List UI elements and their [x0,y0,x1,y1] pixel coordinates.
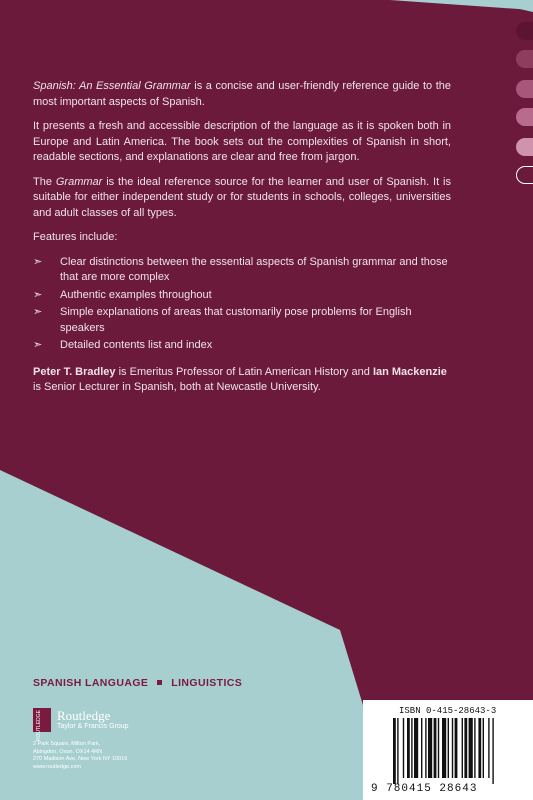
arrow-bullet-icon: ➣ [33,288,43,301]
subject-categories [33,677,242,689]
address-line: 270 Madison Ave, New York NY 10016 [33,756,128,762]
feature-item [33,305,451,336]
isbn-barcode-box [363,700,533,800]
color-tab-5 [516,138,533,156]
arrow-bullet-icon: ➣ [33,255,43,268]
grammar-italic: Grammar [55,175,103,188]
feature-text: Authentic examples throughout [60,288,212,301]
intro-paragraph-3-pre: The [33,175,56,188]
color-tab-2 [516,50,533,68]
barcode-digits: 9 780415 28643 [371,783,478,795]
publisher-name: Routledge [57,708,111,723]
feature-item [33,255,451,286]
color-tab-6 [516,166,533,184]
intro-paragraph-3-text: is the ideal reference source for the learner and user of Spanish. It is suitable for either independent study or for students in schools, colleges, universities and adult classes of all types. [33,175,451,219]
book-title-italic: Spanish: An Essential Grammar [33,80,191,92]
publisher-group: Taylor & Francis Group [57,723,129,730]
subject-linguistics: LINGUISTICS [171,677,243,689]
square-separator-icon [157,680,162,685]
author-2-name: Ian Mackenzie [372,365,447,378]
color-tab-1 [516,22,533,40]
feature-item [33,338,451,354]
address-line: www.routledge.com [33,763,81,770]
author-1-name: Peter T. Bradley [33,365,116,378]
feature-text: Clear distinctions between the essential aspects of Spanish grammar and those that are more complex [60,255,448,283]
color-tab-3 [516,80,533,98]
intro-paragraph-2: It presents a fresh and accessible description of the language as it is spoken both in Europe and Latin America. The book sets out the complexities of Spanish in short, readable sections, and explanations are clear and free from jargon. [33,120,451,163]
feature-item [33,288,451,304]
publisher-address [33,741,127,771]
feature-text: Detailed contents list and index [60,339,213,351]
author-2-bio: is Senior Lecturer in Spanish, both at Newcastle University. [33,381,321,393]
feature-text: Simple explanations of areas that customarily pose problems for English speakers [60,306,412,334]
author-1-bio: is Emeritus Professor of Latin American History and [115,365,373,378]
back-cover-description [33,79,451,405]
intro-paragraph-1-text: is a concise and user-friendly reference guide to the most important aspects of Spanish. [33,80,451,108]
routledge-mark-text: ROUTLEDGE [36,710,42,742]
address-line: Abingdon, Oxon, OX14 4RN [33,748,103,755]
address-line: 2 Park Square, Milton Park, [33,741,101,747]
arrow-bullet-icon: ➣ [33,306,43,318]
arrow-bullet-icon: ➣ [33,339,43,351]
features-label: Features include: [33,231,118,243]
intro-paragraph-3 [33,175,451,222]
author-bio [33,365,451,396]
isbn-label: ISBN 0-415-28643-3 [399,706,497,716]
routledge-mark-icon [33,708,51,742]
color-tab-4 [516,108,533,126]
barcode-icon [393,718,533,784]
subject-spanish-language: SPANISH LANGUAGE [33,677,149,689]
features-list [33,255,451,354]
intro-paragraph-1 [33,79,451,110]
